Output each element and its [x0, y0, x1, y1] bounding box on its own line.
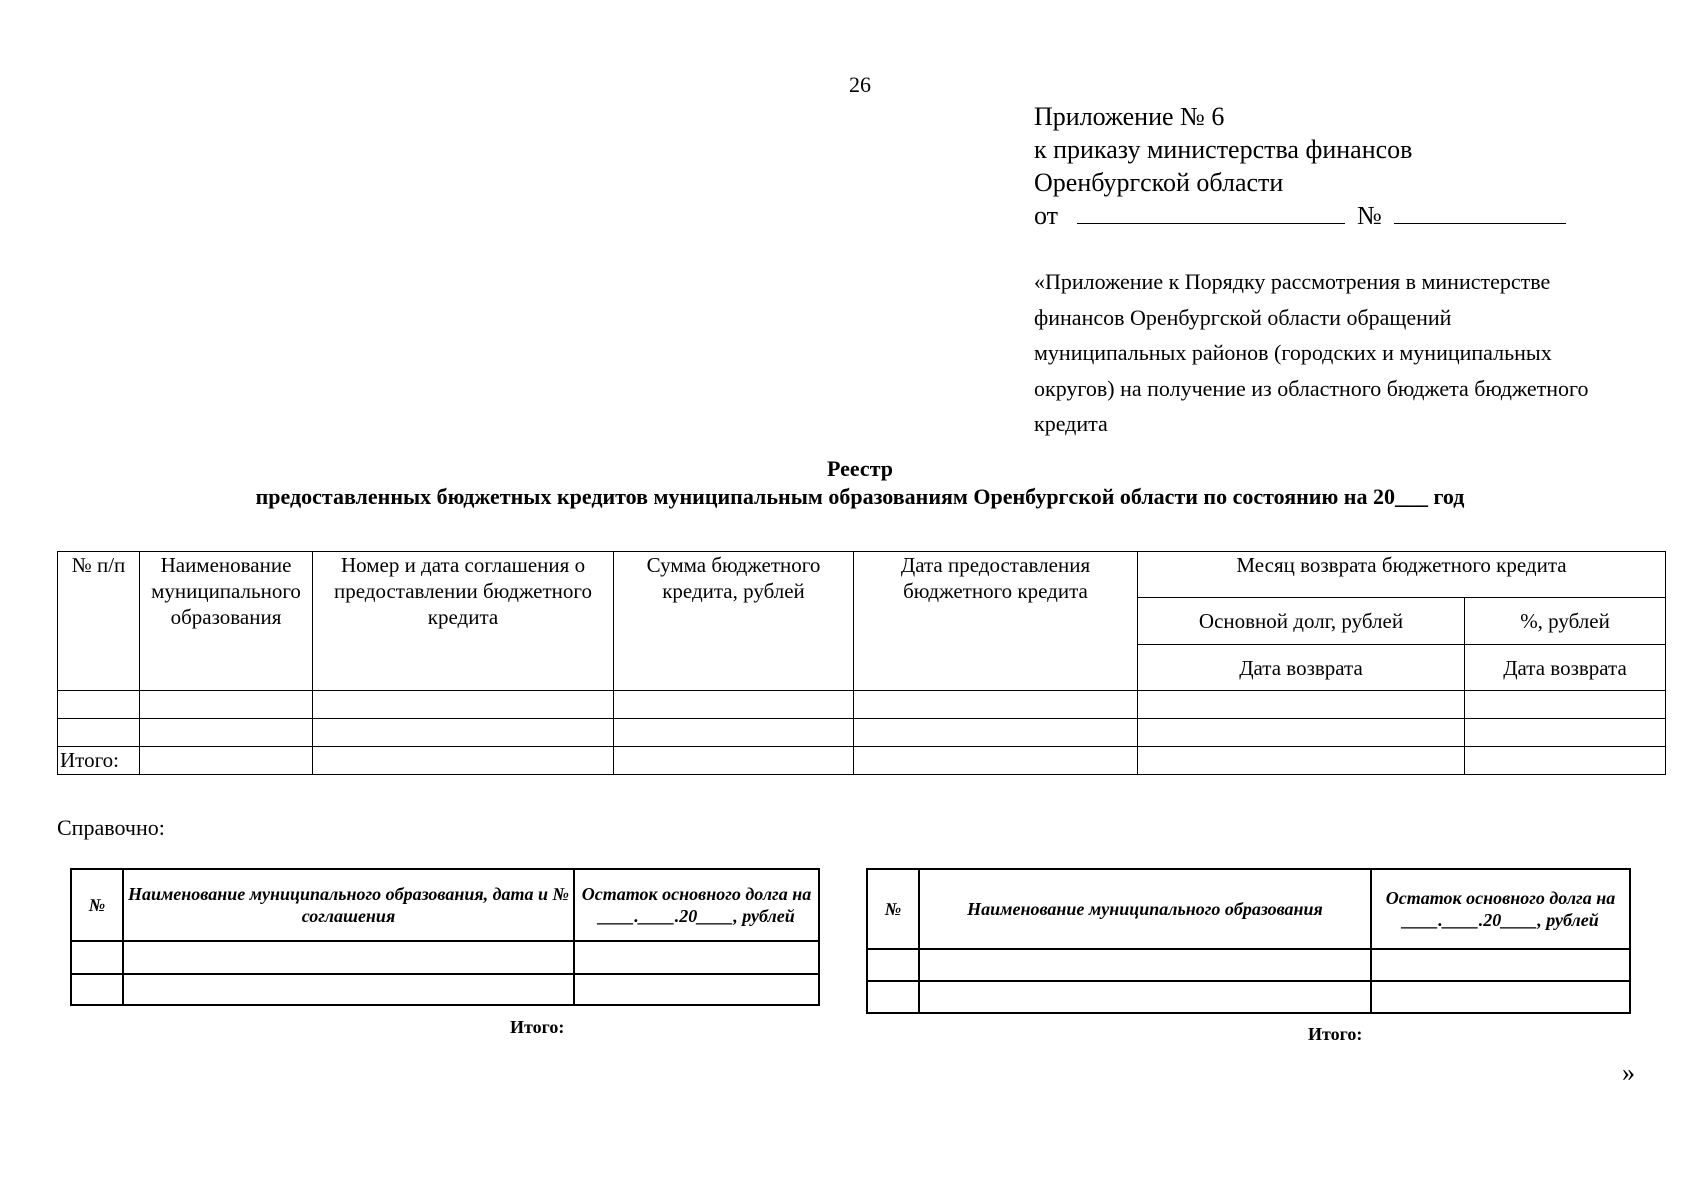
header-credit-sum: Сумма бюджетного кредита, рублей [614, 552, 854, 691]
header-return-date-principal: Дата возврата [1138, 645, 1465, 691]
date-blank [1077, 201, 1345, 224]
ref1-header-balance: Остаток основного долга на ____.____.20____, рублей [574, 869, 819, 941]
number-blank [1394, 201, 1566, 224]
table-row [867, 949, 1630, 981]
order-reference-text [1034, 264, 1674, 442]
appendix-date-number-line [1034, 199, 1566, 232]
page-number: 26 [849, 72, 871, 97]
ref2-total-label: Итого: [1308, 1024, 1363, 1044]
registry-table [57, 551, 1666, 775]
order-text-line: финансов Оренбургской области обращений [1034, 304, 1452, 330]
reference-table-1 [70, 868, 820, 1006]
order-text-line: кредита [1034, 411, 1108, 436]
appendix-title: Приложение № 6 [1034, 102, 1225, 131]
header-principal: Основной долг, рублей [1138, 598, 1465, 645]
from-label: от [1034, 201, 1059, 230]
header-num: № п/п [58, 552, 140, 691]
document-title [0, 455, 1698, 511]
ref1-total-label: Итого: [510, 1017, 565, 1037]
ref1-header-name: Наименование муниципального образования, дата и № соглашения [123, 869, 574, 941]
header-municipality-name: Наименование муниципального образования [140, 552, 313, 691]
table-row [58, 719, 1666, 747]
appendix-region: Оренбургской области [1034, 168, 1284, 197]
order-text-line: муниципальных районов (городских и муниципальных [1034, 340, 1552, 365]
ref2-header-num: № [867, 869, 919, 949]
reference-table-2 [866, 868, 1631, 1014]
header-agreement: Номер и дата соглашения о предоставлении бюджетного кредита [313, 552, 614, 691]
table-row [71, 941, 819, 974]
order-text-line: округов) на получение из областного бюджета бюджетного [1034, 375, 1589, 401]
header-credit-date: Дата предоставления бюджетного кредита [854, 552, 1138, 691]
closing-quote: » [1622, 1058, 1635, 1087]
ref2-header-balance: Остаток основного долга на ____.____.20____, рублей [1371, 869, 1630, 949]
total-row [58, 747, 1666, 775]
table-row [867, 981, 1630, 1013]
table-row [71, 974, 819, 1005]
ref1-header-num: № [71, 869, 123, 941]
table-row [58, 691, 1666, 719]
header-percent: %, рублей [1465, 598, 1666, 645]
appendix-order-ref: к приказу министерства финансов [1034, 135, 1413, 164]
total-label: Итого: [58, 747, 140, 775]
appendix-header [1034, 100, 1566, 232]
ref2-header-name: Наименование муниципального образования [919, 869, 1371, 949]
number-label: № [1357, 201, 1382, 230]
reference-label: Справочно: [57, 815, 165, 840]
header-return-month: Месяц возврата бюджетного кредита [1138, 552, 1666, 598]
title-registry: Реестр [826, 456, 894, 481]
header-return-date-percent: Дата возврата [1465, 645, 1666, 691]
order-text-line: «Приложение к Порядку рассмотрения в министерстве [1034, 269, 1551, 294]
title-subtitle: предоставленных бюджетных кредитов муниципальным образованиям Оренбургской области по состоянию на 20___ год [255, 484, 1465, 509]
